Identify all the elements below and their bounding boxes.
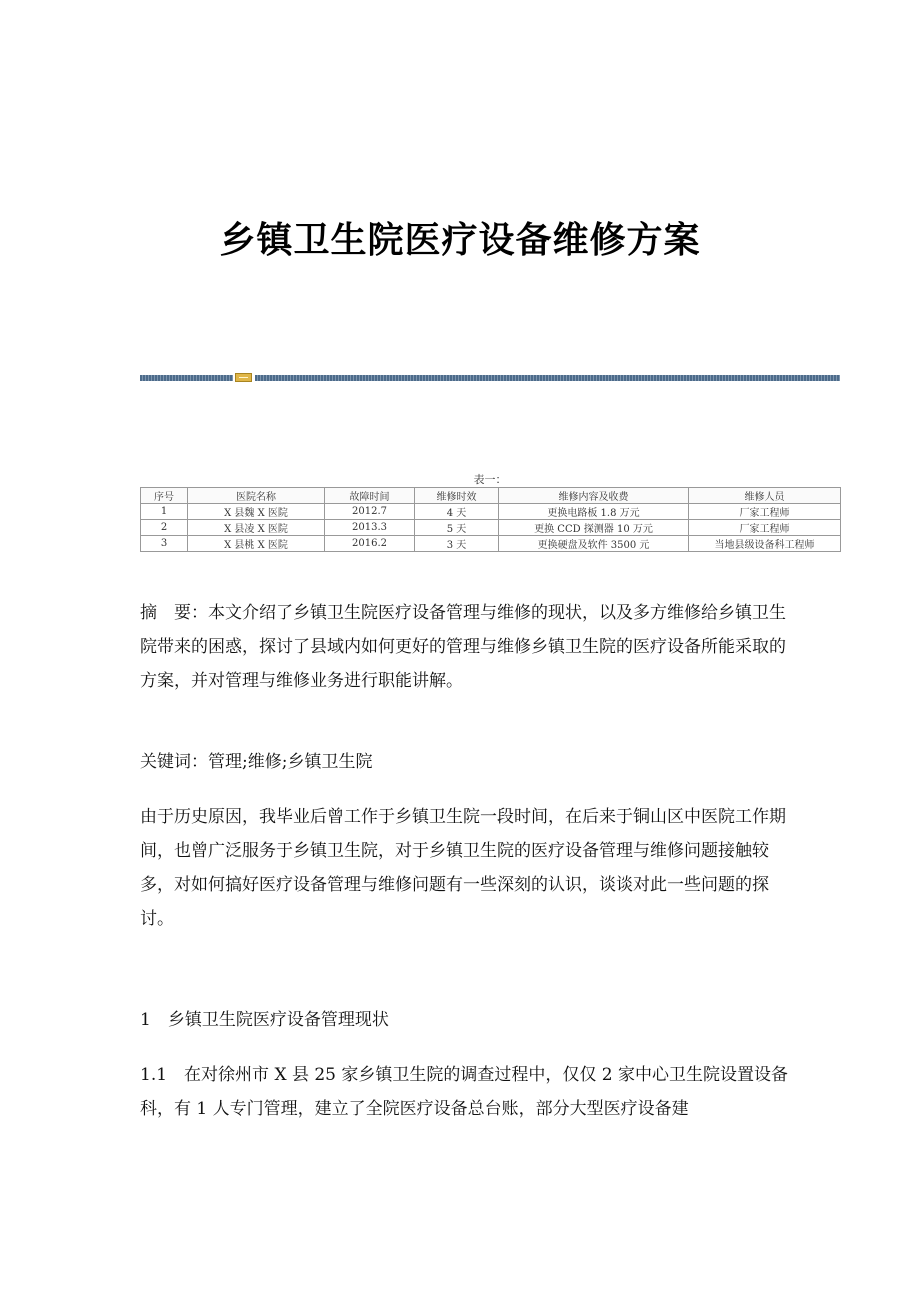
cell-fault-time: 2013.3 — [325, 520, 415, 536]
cell-hospital: X 县桃 X 医院 — [188, 536, 325, 552]
cell-repair-content: 更换硬盘及软件 3500 元 — [499, 536, 689, 552]
table-row — [141, 520, 841, 536]
cell-index: 1 — [141, 504, 188, 520]
table-row — [141, 504, 841, 520]
table-row — [141, 536, 841, 552]
cell-repair-duration: 5 天 — [415, 520, 499, 536]
keywords-paragraph: 关键词：管理;维修;乡镇卫生院 — [140, 752, 373, 772]
header-repair-staff: 维修人员 — [689, 488, 841, 504]
divider-bar-left — [140, 375, 233, 381]
header-repair-duration: 维修时效 — [415, 488, 499, 504]
header-fault-time: 故障时间 — [325, 488, 415, 504]
cell-repair-content: 更换电路板 1.8 万元 — [499, 504, 689, 520]
cell-repair-duration: 4 天 — [415, 504, 499, 520]
cell-repair-staff: 当地县级设备科工程师 — [689, 536, 841, 552]
cell-hospital: X 县凌 X 医院 — [188, 520, 325, 536]
divider-bar-right — [255, 375, 840, 381]
cell-repair-staff: 厂家工程师 — [689, 504, 841, 520]
intro-paragraph: 由于历史原因，我毕业后曾工作于乡镇卫生院一段时间，在后来于铜山区中医院工作期间，也曾广泛服务于乡镇卫生院，对于乡镇卫生院的医疗设备管理与维修问题接触较多，对如何搞好医疗设备管理与维修问题有一些深刻的认识，谈谈对此一些问题的探讨。 — [140, 807, 786, 929]
header-index: 序号 — [141, 488, 188, 504]
table-caption: 表一： — [473, 473, 507, 486]
table-header-row — [141, 488, 841, 504]
cell-repair-content: 更换 CCD 探测器 10 万元 — [499, 520, 689, 536]
cell-fault-time: 2012.7 — [325, 504, 415, 520]
cell-hospital: X 县魏 X 医院 — [188, 504, 325, 520]
cell-fault-time: 2016.2 — [325, 536, 415, 552]
divider-badge-icon — [235, 373, 252, 382]
cell-index: 2 — [141, 520, 188, 536]
abstract-paragraph: 摘 要：本文介绍了乡镇卫生院医疗设备管理与维修的现状，以及多方维修给乡镇卫生院带来的困惑，探讨了县域内如何更好的管理与维修乡镇卫生院的医疗设备所能采取的方案，并对管理与维修业务进行职能讲解。 — [140, 603, 786, 691]
section-heading: 1 乡镇卫生院医疗设备管理现状 — [140, 1010, 389, 1030]
cell-repair-duration: 3 天 — [415, 536, 499, 552]
title-divider — [140, 373, 840, 382]
cell-index: 3 — [141, 536, 188, 552]
cell-repair-staff: 厂家工程师 — [689, 520, 841, 536]
maintenance-table — [140, 487, 841, 552]
header-hospital: 医院名称 — [188, 488, 325, 504]
header-repair-content: 维修内容及收费 — [499, 488, 689, 504]
document-title: 乡镇卫生院医疗设备维修方案 — [219, 219, 701, 261]
subsection-paragraph: 1.1 在对徐州市 X 县 25 家乡镇卫生院的调查过程中，仅仅 2 家中心卫生院设置设备科，有 1 人专门管理，建立了全院医疗设备总台账，部分大型医疗设备建 — [140, 1065, 789, 1119]
